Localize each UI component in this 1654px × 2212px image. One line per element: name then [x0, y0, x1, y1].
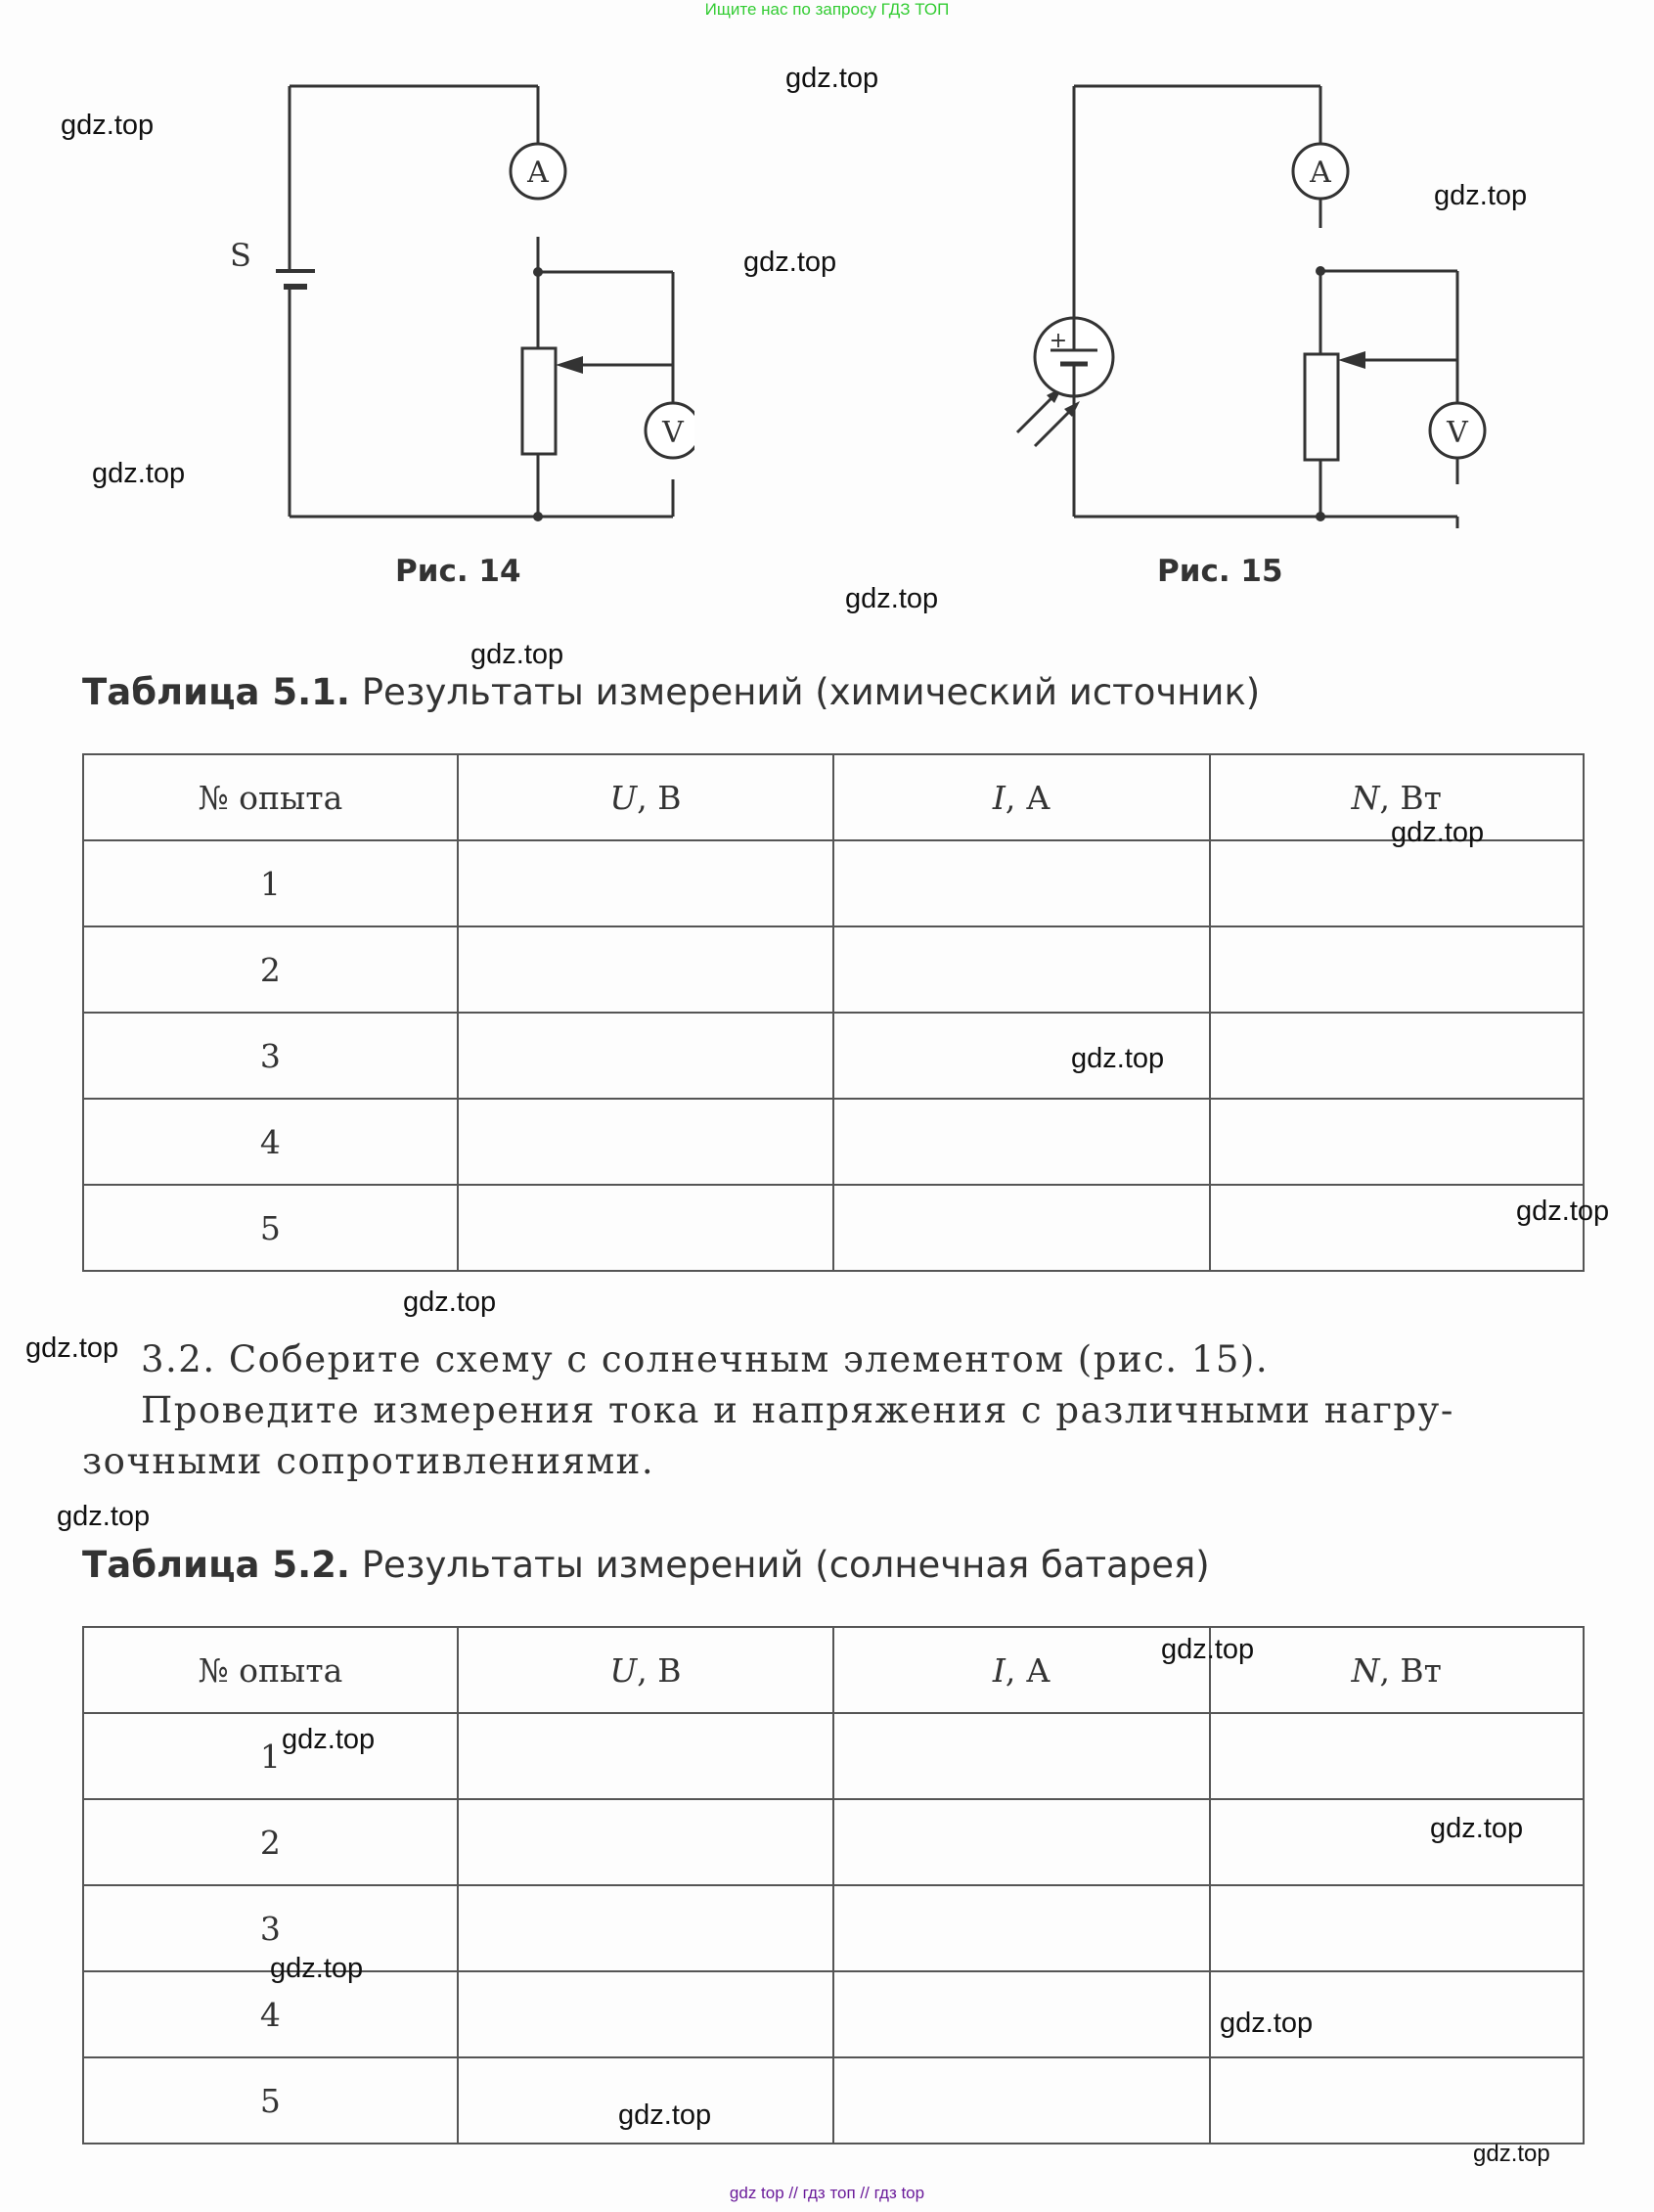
watermark: gdz.top — [1430, 1813, 1524, 1844]
watermark: gdz.top — [270, 1953, 364, 1984]
watermark: gdz.top — [92, 458, 186, 489]
power-cell[interactable] — [1210, 926, 1584, 1013]
current-cell[interactable] — [833, 1799, 1209, 1885]
watermark: gdz.top — [1220, 2008, 1314, 2039]
voltage-symbol: U — [609, 778, 638, 817]
header-experiment-number: № опыта — [83, 754, 458, 840]
table-1-label: Таблица 5.1. — [82, 671, 350, 713]
row-number: 4 — [83, 1099, 458, 1185]
watermark: gdz.top — [1391, 817, 1485, 848]
table-row — [83, 926, 1584, 1013]
watermark: gdz.top — [403, 1287, 497, 1318]
row-number: 1 — [83, 1713, 458, 1799]
voltmeter-label: V — [1447, 416, 1468, 450]
power-symbol: N — [1351, 1650, 1380, 1690]
voltage-cell[interactable] — [458, 1185, 833, 1271]
figure-15-caption: Рис. 15 — [1157, 554, 1283, 589]
watermark: gdz.top — [25, 1332, 119, 1364]
current-cell[interactable] — [833, 1713, 1209, 1799]
watermark: gdz.top — [57, 1501, 151, 1532]
current-unit: , А — [1005, 778, 1051, 817]
table-header-row — [83, 754, 1584, 840]
current-cell[interactable] — [833, 840, 1209, 926]
row-number: 2 — [83, 1799, 458, 1885]
watermark: gdz.top — [845, 583, 939, 614]
voltage-cell[interactable] — [458, 840, 833, 926]
watermark: gdz.top — [61, 110, 155, 141]
voltage-cell[interactable] — [458, 1713, 833, 1799]
current-cell[interactable] — [833, 1885, 1209, 1971]
power-cell[interactable] — [1210, 1013, 1584, 1099]
watermark: gdz.top — [1161, 1634, 1255, 1665]
current-symbol: I — [992, 778, 1006, 817]
table-row — [83, 1799, 1584, 1885]
row-number: 3 — [83, 1013, 458, 1099]
table-1-heading — [82, 671, 1260, 713]
table-row — [83, 840, 1584, 926]
voltage-cell[interactable] — [458, 1971, 833, 2057]
rheostat — [1305, 354, 1338, 460]
ammeter-label: A — [1310, 156, 1331, 190]
table-row — [83, 1013, 1584, 1099]
slider-arrowhead — [556, 356, 583, 374]
row-number: 5 — [83, 2057, 458, 2144]
header-voltage — [458, 754, 833, 840]
voltage-cell[interactable] — [458, 1799, 833, 1885]
power-cell[interactable] — [1210, 2057, 1584, 2144]
power-cell[interactable] — [1210, 1713, 1584, 1799]
table-row — [83, 2057, 1584, 2144]
header-power — [1210, 1627, 1584, 1713]
watermark: gdz.top — [785, 63, 879, 94]
figure-14-circuit — [225, 78, 694, 528]
rheostat — [522, 348, 556, 454]
source-label: S — [230, 237, 251, 274]
power-unit: , Вт — [1379, 778, 1442, 817]
table-1 — [82, 753, 1585, 1272]
table-row — [83, 1099, 1584, 1185]
voltmeter-label: V — [662, 416, 684, 450]
voltage-unit: , В — [637, 778, 682, 817]
row-number: 5 — [83, 1185, 458, 1271]
table-1-title: Результаты измерений (химический источник) — [361, 671, 1261, 713]
current-unit: , А — [1005, 1650, 1051, 1690]
slider-arrowhead — [1338, 351, 1365, 369]
watermark: gdz.top — [1434, 180, 1528, 211]
watermark: gdz.top — [618, 2099, 712, 2131]
power-cell[interactable] — [1210, 1799, 1584, 1885]
current-cell[interactable] — [833, 2057, 1209, 2144]
watermark: gdz.top — [743, 247, 837, 278]
power-cell[interactable] — [1210, 840, 1584, 926]
cell-plus-label: + — [1049, 329, 1068, 353]
watermark: gdz.top — [282, 1724, 376, 1755]
header-experiment-number: № опыта — [83, 1627, 458, 1713]
instruction-line-3: зочными сопротивлениями. — [82, 1440, 655, 1482]
table-row — [83, 1185, 1584, 1271]
table-2 — [82, 1626, 1585, 2144]
watermark: gdz.top — [1473, 2141, 1550, 2167]
row-number: 1 — [83, 840, 458, 926]
top-banner[interactable]: Ищите нас по запросу ГДЗ ТОП — [704, 0, 950, 19]
current-symbol: I — [992, 1650, 1006, 1690]
junction-dot — [1316, 266, 1325, 276]
header-current — [833, 1627, 1209, 1713]
table-header-row — [83, 1627, 1584, 1713]
junction-dot — [1316, 512, 1325, 521]
voltage-symbol: U — [609, 1650, 638, 1690]
voltage-cell[interactable] — [458, 1099, 833, 1185]
current-cell[interactable] — [833, 926, 1209, 1013]
instruction-line-2: Проведите измерения тока и напряжения с различными нагру- — [141, 1389, 1454, 1431]
figure-15-circuit — [978, 78, 1487, 528]
figure-14-caption: Рис. 14 — [395, 554, 521, 589]
ammeter-label: A — [527, 156, 549, 190]
instruction-line-1: 3.2. Соберите схему с солнечным элементом (рис. 15). — [141, 1338, 1270, 1380]
header-current — [833, 754, 1209, 840]
watermark: gdz.top — [1516, 1196, 1610, 1227]
power-symbol: N — [1351, 778, 1380, 817]
power-cell[interactable] — [1210, 1885, 1584, 1971]
power-unit: , Вт — [1379, 1650, 1442, 1690]
current-cell[interactable] — [833, 1185, 1209, 1271]
watermark: gdz.top — [1071, 1043, 1165, 1074]
voltage-unit: , В — [637, 1650, 682, 1690]
row-number: 3 — [83, 1885, 458, 1971]
voltage-cell[interactable] — [458, 926, 833, 1013]
bottom-banner[interactable]: gdz top // гдз топ // гдз top — [729, 2184, 925, 2202]
row-number: 4 — [83, 1971, 458, 2057]
watermark: gdz.top — [470, 639, 564, 670]
table-2-heading — [82, 1544, 1210, 1586]
current-cell[interactable] — [833, 1099, 1209, 1185]
current-cell[interactable] — [833, 1971, 1209, 2057]
table-2-title: Результаты измерений (солнечная батарея) — [361, 1544, 1210, 1586]
table-2-label: Таблица 5.2. — [82, 1544, 350, 1586]
voltage-cell[interactable] — [458, 1885, 833, 1971]
row-number: 2 — [83, 926, 458, 1013]
junction-dot — [533, 512, 543, 521]
voltage-cell[interactable] — [458, 1013, 833, 1099]
header-voltage — [458, 1627, 833, 1713]
junction-dot — [533, 267, 543, 277]
power-cell[interactable] — [1210, 1099, 1584, 1185]
